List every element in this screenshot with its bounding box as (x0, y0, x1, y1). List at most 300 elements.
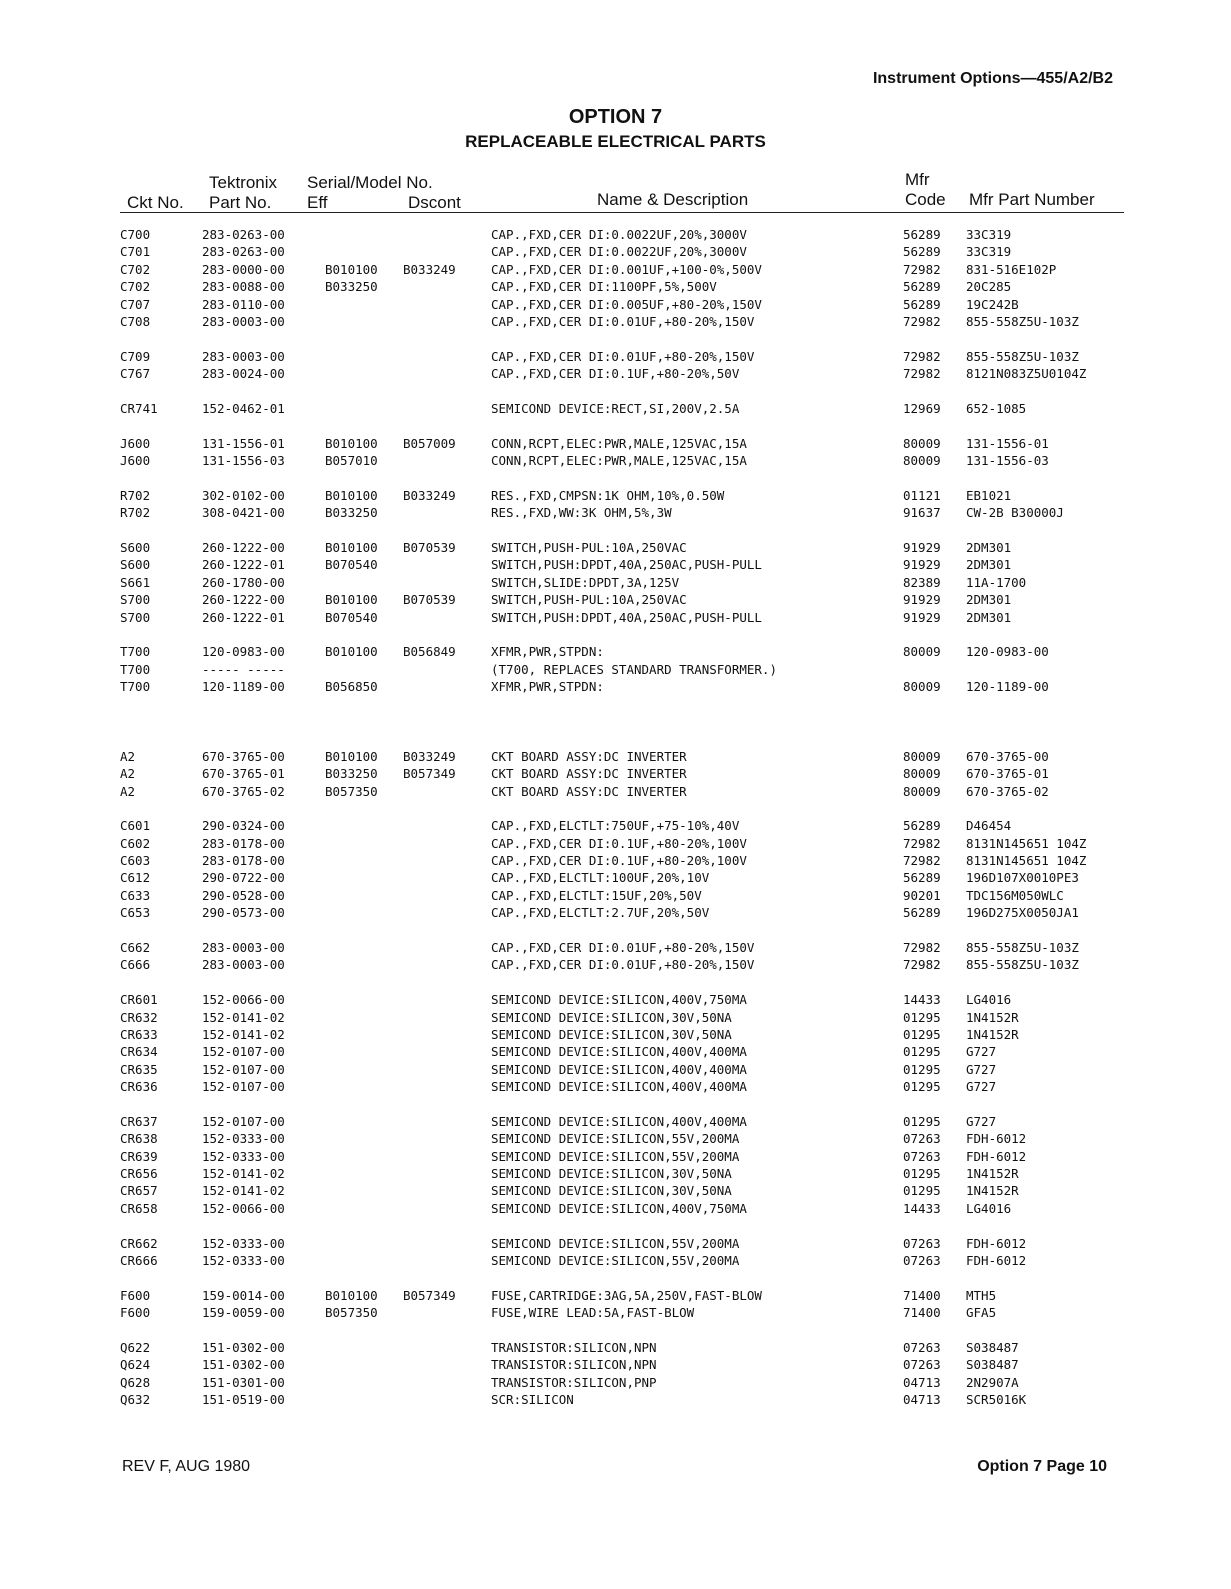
name-description: SEMICOND DEVICE:SILICON,30V,50NA (491, 1166, 732, 1182)
serial-dscont: B033249 (403, 748, 456, 764)
name-description: SEMICOND DEVICE:SILICON,400V,750MA (491, 1200, 747, 1216)
ckt-no: C708 (120, 313, 151, 329)
mfr-code: 04713 (903, 1374, 941, 1390)
table-row (0, 1182, 1231, 1199)
part-no: 260-1222-00 (202, 592, 285, 608)
row-spacer (0, 1217, 1231, 1234)
col-header-name: Name & Description (597, 190, 749, 209)
mfr-part-number: TDC156M050WLC (966, 887, 1064, 903)
ckt-no: C633 (120, 887, 151, 903)
ckt-no: R702 (120, 487, 151, 503)
mfr-code: 72982 (903, 348, 941, 364)
ckt-no: Q624 (120, 1357, 151, 1373)
name-description: SCR:SILICON (491, 1392, 574, 1408)
table-row (0, 643, 1231, 660)
part-no: 290-0324-00 (202, 818, 285, 834)
serial-eff: B010100 (325, 540, 378, 556)
part-no: 152-0141-02 (202, 1009, 285, 1025)
mfr-part-number: LG4016 (966, 992, 1012, 1008)
mfr-part-number: 652-1085 (966, 400, 1027, 416)
serial-dscont: B057009 (403, 435, 456, 451)
name-description: CAP.,FXD,CER DI:0.1UF,+80-20%,100V (491, 835, 747, 851)
name-description: CAP.,FXD,ELCTLT:100UF,20%,10V (491, 870, 710, 886)
table-row (0, 783, 1231, 800)
part-no: 670-3765-01 (202, 766, 285, 782)
mfr-part-number: 196D107X0010PE3 (966, 870, 1079, 886)
table-row (0, 956, 1231, 973)
name-description: CONN,RCPT,ELEC:PWR,MALE,125VAC,15A (491, 435, 747, 451)
mfr-code: 01295 (903, 1026, 941, 1042)
part-no: 152-0107-00 (202, 1061, 285, 1077)
mfr-code: 56289 (903, 818, 941, 834)
table-row (0, 348, 1231, 365)
mfr-part-number: SCR5016K (966, 1392, 1027, 1408)
part-no: 151-0302-00 (202, 1340, 285, 1355)
mfr-code: 72982 (903, 957, 941, 973)
table-row (0, 1078, 1231, 1095)
name-description: TRANSISTOR:SILICON,PNP (491, 1374, 657, 1390)
name-description: SEMICOND DEVICE:SILICON,30V,50NA (491, 1026, 732, 1042)
part-no: 131-1556-01 (202, 435, 285, 451)
table-row (0, 887, 1231, 904)
mfr-code: 72982 (903, 835, 941, 851)
part-no: 131-1556-03 (202, 453, 285, 469)
ckt-no: T700 (120, 679, 151, 695)
name-description: TRANSISTOR:SILICON,NPN (491, 1357, 657, 1373)
row-spacer (0, 522, 1231, 539)
part-no: 120-1189-00 (202, 679, 285, 695)
row-spacer (0, 713, 1231, 730)
ckt-no: S700 (120, 609, 151, 625)
row-spacer (0, 1096, 1231, 1113)
mfr-part-number: 19C242B (966, 296, 1019, 312)
serial-dscont: B033249 (403, 261, 456, 277)
part-no: 152-0107-00 (202, 1113, 285, 1129)
serial-eff: B010100 (325, 261, 378, 277)
name-description: SEMICOND DEVICE:SILICON,55V,200MA (491, 1253, 740, 1269)
table-row (0, 817, 1231, 834)
part-no: 283-0003-00 (202, 313, 285, 329)
mfr-part-number: 196D275X0050JA1 (966, 905, 1079, 921)
row-spacer (0, 383, 1231, 400)
name-description: SEMICOND DEVICE:RECT,SI,200V,2.5A (491, 400, 740, 416)
table-row (0, 1130, 1231, 1147)
mfr-part-number: 8121N083Z5U0104Z (966, 366, 1087, 382)
ckt-no: C662 (120, 940, 151, 956)
mfr-part-number: 33C319 (966, 244, 1012, 260)
table-row (0, 539, 1231, 556)
col-header-dscont: Dscont (408, 193, 461, 212)
ckt-no: CR662 (120, 1235, 158, 1251)
page-number: Option 7 Page 10 (977, 1458, 1107, 1475)
table-row (0, 1252, 1231, 1269)
part-no: 283-0088-00 (202, 279, 285, 295)
name-description: SWITCH,SLIDE:DPDT,3A,125V (491, 574, 680, 590)
mfr-code: 07263 (903, 1235, 941, 1251)
mfr-part-number: GFA5 (966, 1305, 997, 1321)
col-header-mfr-part: Mfr Part Number (969, 190, 1095, 209)
mfr-code: 01295 (903, 1009, 941, 1025)
running-header: Instrument Options—455/A2/B2 (872, 70, 1113, 87)
col-header-eff: Eff (307, 193, 328, 212)
part-no: 283-0178-00 (202, 835, 285, 851)
name-description: SEMICOND DEVICE:SILICON,400V,400MA (491, 1079, 747, 1095)
part-no: 283-0110-00 (202, 296, 285, 312)
table-row (0, 452, 1231, 469)
parts-table (0, 226, 1231, 1409)
table-row (0, 435, 1231, 452)
ckt-no: C702 (120, 261, 151, 277)
ckt-no: C602 (120, 835, 151, 851)
mfr-part-number: 131-1556-03 (966, 453, 1049, 469)
name-description: CAP.,FXD,CER DI:0.1UF,+80-20%,100V (491, 853, 747, 869)
table-row (0, 904, 1231, 921)
row-spacer (0, 974, 1231, 991)
mfr-code: 07263 (903, 1340, 941, 1355)
mfr-code: 91929 (903, 609, 941, 625)
table-row (0, 226, 1231, 243)
part-no: 283-0024-00 (202, 366, 285, 382)
name-description: SEMICOND DEVICE:SILICON,55V,200MA (491, 1131, 740, 1147)
mfr-part-number: D46454 (966, 818, 1012, 834)
ckt-no: R702 (120, 505, 151, 521)
table-row (0, 313, 1231, 330)
serial-dscont: B057349 (403, 1287, 456, 1303)
mfr-code: 04713 (903, 1392, 941, 1408)
ckt-no: A2 (120, 766, 136, 782)
table-row (0, 1009, 1231, 1026)
table-row (0, 487, 1231, 504)
table-row (0, 1026, 1231, 1043)
mfr-code: 91929 (903, 557, 941, 573)
serial-dscont: B070539 (403, 540, 456, 556)
table-row (0, 1339, 1231, 1356)
mfr-part-number: 2DM301 (966, 609, 1012, 625)
mfr-part-number: G727 (966, 1061, 997, 1077)
name-description: CAP.,FXD,CER DI:1100PF,5%,500V (491, 279, 717, 295)
mfr-code: 82389 (903, 574, 941, 590)
table-row (0, 400, 1231, 417)
ckt-no: Q632 (120, 1392, 151, 1408)
name-description: CAP.,FXD,CER DI:0.1UF,+80-20%,50V (491, 366, 740, 382)
mfr-code: 80009 (903, 679, 941, 695)
serial-eff: B033250 (325, 279, 378, 295)
serial-eff: B070540 (325, 557, 378, 573)
mfr-part-number: 8131N145651 104Z (966, 835, 1087, 851)
serial-eff: B033250 (325, 505, 378, 521)
part-no: 152-0333-00 (202, 1148, 285, 1164)
mfr-code: 07263 (903, 1253, 941, 1269)
name-description: CAP.,FXD,CER DI:0.01UF,+80-20%,150V (491, 940, 755, 956)
mfr-part-number: 2DM301 (966, 557, 1012, 573)
table-row (0, 556, 1231, 573)
table-row (0, 1200, 1231, 1217)
table-row (0, 296, 1231, 313)
table-row (0, 765, 1231, 782)
mfr-part-number: 670-3765-00 (966, 748, 1049, 764)
mfr-part-number: FDH-6012 (966, 1235, 1027, 1251)
name-description: CAP.,FXD,ELCTLT:750UF,+75-10%,40V (491, 818, 740, 834)
serial-eff: B010100 (325, 748, 378, 764)
name-description: CAP.,FXD,CER DI:0.0022UF,20%,3000V (491, 227, 747, 242)
name-description: XFMR,PWR,STPDN: (491, 644, 604, 660)
mfr-code: 56289 (903, 870, 941, 886)
row-spacer (0, 330, 1231, 347)
ckt-no: C666 (120, 957, 151, 973)
mfr-part-number: LG4016 (966, 1200, 1012, 1216)
mfr-part-number: 2DM301 (966, 540, 1012, 556)
ckt-no: Q622 (120, 1340, 151, 1355)
part-no: 151-0519-00 (202, 1392, 285, 1408)
part-no: 290-0528-00 (202, 887, 285, 903)
part-no: 151-0301-00 (202, 1374, 285, 1390)
mfr-part-number: 1N4152R (966, 1026, 1019, 1042)
ckt-no: S600 (120, 557, 151, 573)
part-no: 670-3765-00 (202, 748, 285, 764)
mfr-part-number: 855-558Z5U-103Z (966, 957, 1079, 973)
mfr-part-number: 670-3765-01 (966, 766, 1049, 782)
table-row (0, 609, 1231, 626)
table-row (0, 661, 1231, 678)
name-description: CAP.,FXD,ELCTLT:2.7UF,20%,50V (491, 905, 710, 921)
name-description: FUSE,WIRE LEAD:5A,FAST-BLOW (491, 1305, 695, 1321)
ckt-no: C612 (120, 870, 151, 886)
serial-eff: B010100 (325, 487, 378, 503)
part-no: 152-0141-02 (202, 1183, 285, 1199)
part-no: 260-1222-00 (202, 540, 285, 556)
ckt-no: CR638 (120, 1131, 158, 1147)
ckt-no: S661 (120, 574, 151, 590)
ckt-no: CR658 (120, 1200, 158, 1216)
part-no: 260-1780-00 (202, 574, 285, 590)
name-description: XFMR,PWR,STPDN: (491, 679, 604, 695)
serial-eff: B010100 (325, 435, 378, 451)
mfr-code: 80009 (903, 644, 941, 660)
table-row (0, 1391, 1231, 1408)
mfr-part-number: G727 (966, 1079, 997, 1095)
name-description: SEMICOND DEVICE:SILICON,30V,50NA (491, 1009, 732, 1025)
row-spacer (0, 696, 1231, 713)
mfr-part-number: 1N4152R (966, 1183, 1019, 1199)
serial-eff: B070540 (325, 609, 378, 625)
table-row (0, 1356, 1231, 1373)
mfr-part-number: S038487 (966, 1357, 1019, 1373)
name-description: SEMICOND DEVICE:SILICON,55V,200MA (491, 1235, 740, 1251)
ckt-no: CR657 (120, 1183, 158, 1199)
part-no: 670-3765-02 (202, 783, 285, 799)
serial-eff: B057350 (325, 1305, 378, 1321)
mfr-code: 72982 (903, 313, 941, 329)
ckt-no: CR656 (120, 1166, 158, 1182)
mfr-part-number: EB1021 (966, 487, 1012, 503)
ckt-no: C603 (120, 853, 151, 869)
table-row (0, 748, 1231, 765)
ckt-no: S700 (120, 592, 151, 608)
mfr-code: 07263 (903, 1148, 941, 1164)
ckt-no: C709 (120, 348, 151, 364)
name-description: CAP.,FXD,CER DI:0.01UF,+80-20%,150V (491, 348, 755, 364)
name-description: CAP.,FXD,CER DI:0.01UF,+80-20%,150V (491, 957, 755, 973)
ckt-no: C701 (120, 244, 151, 260)
table-row (0, 365, 1231, 382)
mfr-code: 80009 (903, 748, 941, 764)
mfr-code: 14433 (903, 992, 941, 1008)
name-description: TRANSISTOR:SILICON,NPN (491, 1340, 657, 1355)
mfr-part-number: S038487 (966, 1340, 1019, 1355)
mfr-code: 72982 (903, 261, 941, 277)
table-row (0, 574, 1231, 591)
table-row (0, 591, 1231, 608)
ckt-no: CR632 (120, 1009, 158, 1025)
part-no: 283-0178-00 (202, 853, 285, 869)
part-no: 308-0421-00 (202, 505, 285, 521)
table-row (0, 1148, 1231, 1165)
mfr-part-number: 120-1189-00 (966, 679, 1049, 695)
part-no: 152-0107-00 (202, 1079, 285, 1095)
mfr-code: 01295 (903, 1113, 941, 1129)
ckt-no: A2 (120, 783, 136, 799)
name-description: CKT BOARD ASSY:DC INVERTER (491, 766, 687, 782)
name-description: SEMICOND DEVICE:SILICON,400V,400MA (491, 1061, 747, 1077)
mfr-code: 91929 (903, 540, 941, 556)
col-header-code-top: Mfr (905, 170, 930, 189)
ckt-no: C707 (120, 296, 151, 312)
part-no: 152-0333-00 (202, 1253, 285, 1269)
mfr-part-number: 2DM301 (966, 592, 1012, 608)
name-description: CONN,RCPT,ELEC:PWR,MALE,125VAC,15A (491, 453, 747, 469)
mfr-code: 01121 (903, 487, 941, 503)
part-no: 159-0059-00 (202, 1305, 285, 1321)
table-row (0, 1287, 1231, 1304)
mfr-part-number: 131-1556-01 (966, 435, 1049, 451)
mfr-part-number: 2N2907A (966, 1374, 1019, 1390)
name-description: CAP.,FXD,ELCTLT:15UF,20%,50V (491, 887, 702, 903)
name-description: CAP.,FXD,CER DI:0.0022UF,20%,3000V (491, 244, 747, 260)
serial-eff: B033250 (325, 766, 378, 782)
mfr-code: 80009 (903, 783, 941, 799)
table-row (0, 1165, 1231, 1182)
mfr-part-number: CW-2B B30000J (966, 505, 1064, 521)
ckt-no: C653 (120, 905, 151, 921)
serial-eff: B056850 (325, 679, 378, 695)
ckt-no: C702 (120, 279, 151, 295)
table-row (0, 278, 1231, 295)
ckt-no: T700 (120, 661, 151, 677)
mfr-code: 80009 (903, 766, 941, 782)
mfr-part-number: 855-558Z5U-103Z (966, 313, 1079, 329)
mfr-part-number: 831-516E102P (966, 261, 1057, 277)
mfr-code: 72982 (903, 853, 941, 869)
mfr-part-number: G727 (966, 1113, 997, 1129)
row-spacer (0, 800, 1231, 817)
ckt-no: C601 (120, 818, 151, 834)
mfr-code: 56289 (903, 296, 941, 312)
serial-eff: B057350 (325, 783, 378, 799)
part-no: 120-0983-00 (202, 644, 285, 660)
mfr-part-number: FDH-6012 (966, 1131, 1027, 1147)
mfr-code: 90201 (903, 887, 941, 903)
mfr-part-number: 855-558Z5U-103Z (966, 348, 1079, 364)
part-no: 283-0003-00 (202, 957, 285, 973)
mfr-part-number: 120-0983-00 (966, 644, 1049, 660)
mfr-code: 07263 (903, 1131, 941, 1147)
name-description: SEMICOND DEVICE:SILICON,30V,50NA (491, 1183, 732, 1199)
name-description: CAP.,FXD,CER DI:0.01UF,+80-20%,150V (491, 313, 755, 329)
row-spacer (0, 730, 1231, 747)
mfr-code: 71400 (903, 1305, 941, 1321)
part-no: 290-0722-00 (202, 870, 285, 886)
name-description: SWITCH,PUSH-PUL:10A,250VAC (491, 540, 687, 556)
mfr-code: 01295 (903, 1044, 941, 1060)
mfr-part-number: 1N4152R (966, 1166, 1019, 1182)
name-description: SEMICOND DEVICE:SILICON,55V,200MA (491, 1148, 740, 1164)
table-row (0, 852, 1231, 869)
row-spacer (0, 626, 1231, 643)
table-row (0, 991, 1231, 1008)
table-row (0, 939, 1231, 956)
table-row (0, 1374, 1231, 1391)
name-description: CAP.,FXD,CER DI:0.005UF,+80-20%,150V (491, 296, 762, 312)
col-header-serial: Serial/Model No. (307, 173, 433, 192)
row-spacer (0, 417, 1231, 434)
page-subtitle: REPLACEABLE ELECTRICAL PARTS (465, 132, 766, 151)
part-no: 283-0000-00 (202, 261, 285, 277)
ckt-no: CR636 (120, 1079, 158, 1095)
part-no: 152-0333-00 (202, 1235, 285, 1251)
part-no: 302-0102-00 (202, 487, 285, 503)
name-description: SWITCH,PUSH:DPDT,40A,250AC,PUSH-PULL (491, 609, 762, 625)
mfr-code: 91929 (903, 592, 941, 608)
part-no: 152-0333-00 (202, 1131, 285, 1147)
table-row (0, 261, 1231, 278)
serial-eff: B010100 (325, 644, 378, 660)
ckt-no: CR741 (120, 400, 158, 416)
mfr-code: 12969 (903, 400, 941, 416)
ckt-no: F600 (120, 1287, 151, 1303)
part-no: ----- ----- (202, 661, 285, 677)
serial-dscont: B057349 (403, 766, 456, 782)
part-no: 152-0141-02 (202, 1026, 285, 1042)
part-no: 159-0014-00 (202, 1287, 285, 1303)
mfr-part-number: FDH-6012 (966, 1253, 1027, 1269)
table-row (0, 1304, 1231, 1321)
part-no: 152-0107-00 (202, 1044, 285, 1060)
name-description: FUSE,CARTRIDGE:3AG,5A,250V,FAST-BLOW (491, 1287, 762, 1303)
mfr-part-number: 1N4152R (966, 1009, 1019, 1025)
mfr-part-number: G727 (966, 1044, 997, 1060)
table-row (0, 243, 1231, 260)
ckt-no: CR637 (120, 1113, 158, 1129)
serial-dscont: B070539 (403, 592, 456, 608)
name-description: RES.,FXD,WW:3K OHM,5%,3W (491, 505, 672, 521)
part-no: 152-0066-00 (202, 1200, 285, 1216)
ckt-no: C700 (120, 227, 151, 242)
part-no: 283-0003-00 (202, 940, 285, 956)
mfr-code: 56289 (903, 227, 941, 242)
name-description: CAP.,FXD,CER DI:0.001UF,+100-0%,500V (491, 261, 762, 277)
name-description: SEMICOND DEVICE:SILICON,400V,400MA (491, 1044, 747, 1060)
part-no: 283-0263-00 (202, 227, 285, 242)
mfr-code: 80009 (903, 435, 941, 451)
mfr-code: 71400 (903, 1287, 941, 1303)
ckt-no: T700 (120, 644, 151, 660)
mfr-code: 56289 (903, 244, 941, 260)
col-header-part-top: Tektronix (209, 173, 278, 192)
mfr-code: 01295 (903, 1166, 941, 1182)
part-no: 151-0302-00 (202, 1357, 285, 1373)
table-row (0, 869, 1231, 886)
ckt-no: CR666 (120, 1253, 158, 1269)
